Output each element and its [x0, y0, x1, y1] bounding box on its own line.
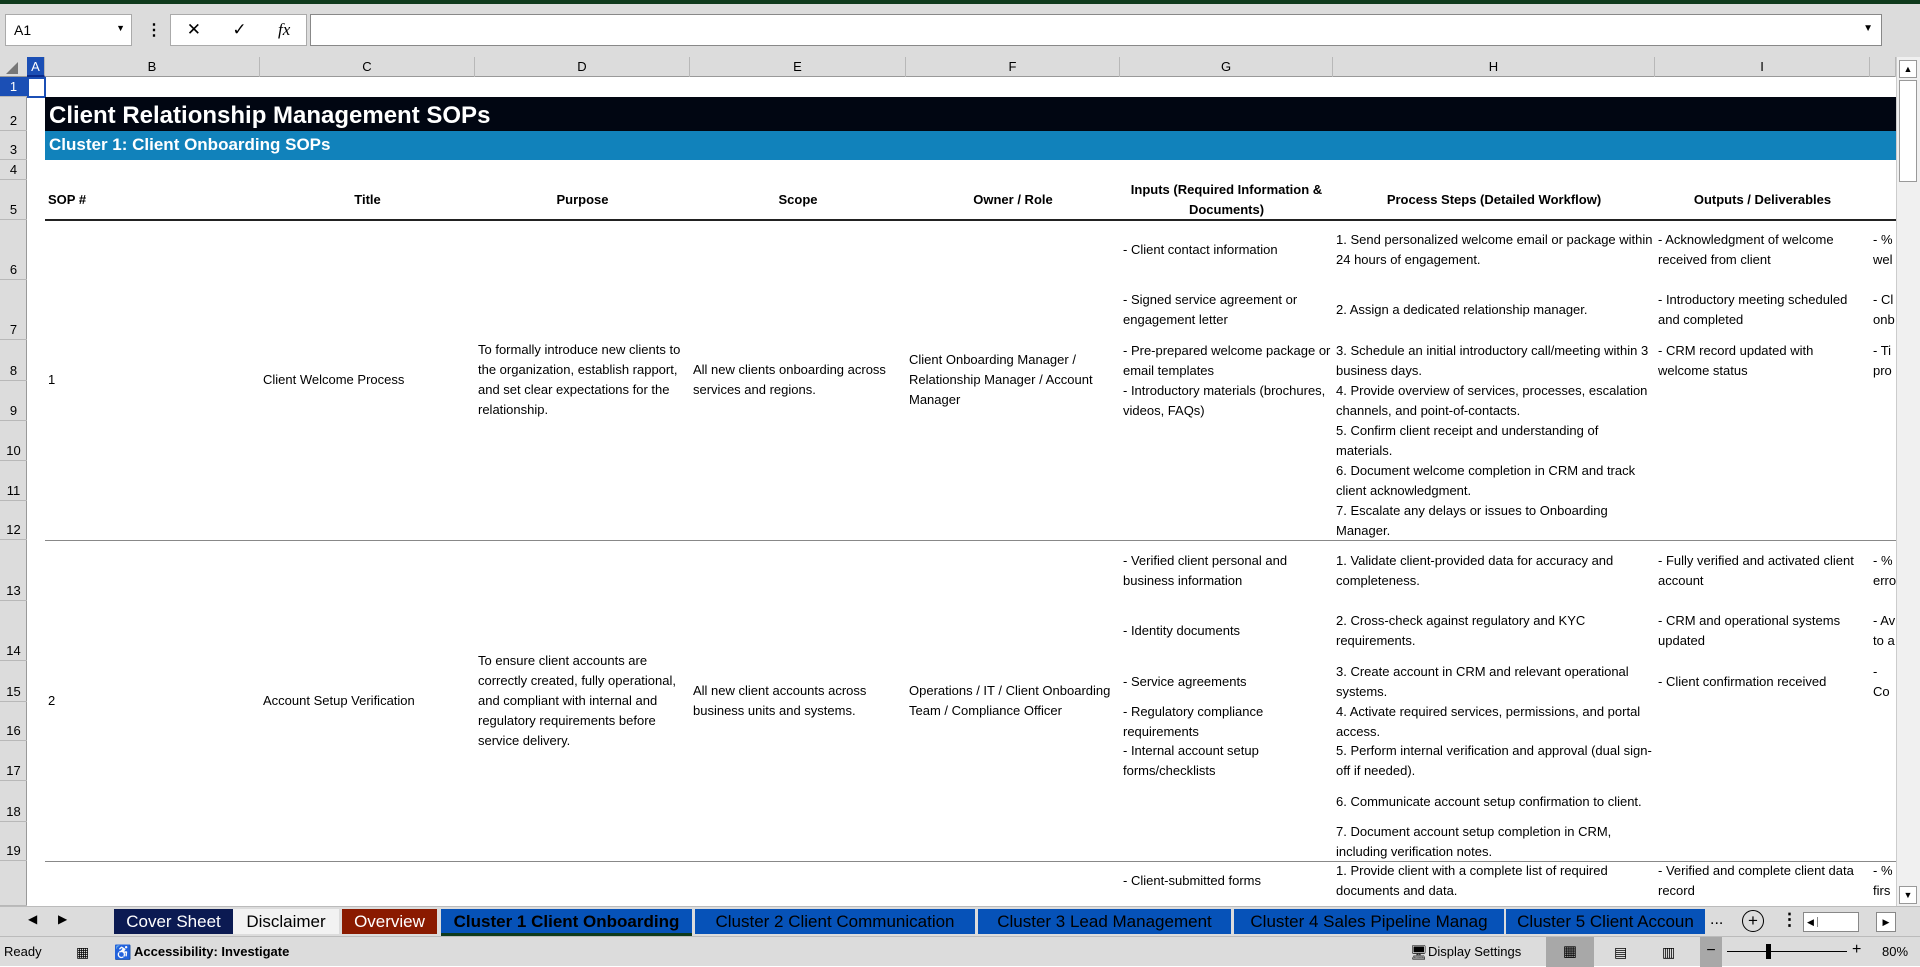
row-header[interactable]: 15: [0, 661, 27, 702]
process-step: 1. Validate client-provided data for accuracy and completeness.: [1336, 552, 1614, 588]
metric-item-truncated: - % firs: [1873, 863, 1893, 898]
process-step: 3. Create account in CRM and relevant operational systems.: [1336, 663, 1629, 699]
input-item: - Signed service agreement or engagement letter: [1123, 292, 1298, 327]
sheet-tab[interactable]: Overview: [342, 909, 437, 934]
header-purpose: Purpose: [556, 192, 609, 207]
active-cell[interactable]: [27, 77, 46, 98]
input-item: - Identity documents: [1123, 623, 1241, 638]
zoom-in-button[interactable]: +: [1852, 941, 1862, 958]
output-item: - Introductory meeting scheduled and completed: [1658, 292, 1848, 327]
row-header[interactable]: 18: [0, 781, 27, 822]
header-title: Title: [354, 192, 381, 207]
output-item: - Fully verified and activated client account: [1658, 552, 1854, 588]
row-header[interactable]: [0, 861, 27, 906]
normal-view-icon[interactable]: ▦: [1546, 937, 1594, 967]
column-header[interactable]: D: [475, 57, 690, 77]
row-header[interactable]: 11: [0, 461, 27, 501]
input-item: - Service agreements: [1123, 673, 1247, 689]
formula-input[interactable]: [310, 14, 1882, 46]
chevron-down-icon[interactable]: ▼: [116, 23, 125, 33]
display-settings-button[interactable]: Display Settings: [1428, 944, 1522, 959]
process-step: 6. Document welcome completion in CRM and track client acknowledgment.: [1336, 463, 1636, 498]
sop-purpose: To ensure client accounts are correctly created, fully operational, and compliant with internal and regulatory requirements before service delivery.: [478, 652, 676, 748]
name-box-value: A1: [14, 22, 32, 38]
row-header[interactable]: 7: [0, 280, 27, 340]
input-item: - Introductory materials (brochures, videos, FAQs): [1123, 383, 1326, 418]
sop-scope: All new clients onboarding across services and regions.: [693, 362, 886, 397]
output-item: - Client confirmation received: [1658, 673, 1827, 689]
process-step: 6. Communicate account setup confirmation to client.: [1336, 793, 1642, 809]
sheet-tab[interactable]: Cluster 3 Lead Management: [978, 909, 1231, 934]
column-header[interactable]: E: [690, 57, 906, 77]
row-header[interactable]: 12: [0, 501, 27, 540]
status-ready: Ready: [4, 944, 42, 959]
column-header[interactable]: B: [45, 57, 260, 77]
metric-item-truncated: - Ti pro: [1873, 342, 1892, 378]
row-header[interactable]: 8: [0, 340, 27, 381]
scroll-thumb[interactable]: [1899, 80, 1917, 182]
name-box[interactable]: [5, 14, 132, 46]
metric-item-truncated: - % wel: [1873, 232, 1893, 267]
sop-number: 1: [48, 372, 56, 387]
select-all-button[interactable]: [6, 62, 18, 74]
display-settings-icon: 🖥: [1410, 944, 1428, 960]
sheet-tab[interactable]: Cover Sheet: [114, 909, 233, 934]
formula-buttons: [170, 14, 307, 46]
row-header[interactable]: 19: [0, 822, 27, 861]
input-item: - Client contact information: [1123, 242, 1278, 257]
column-header[interactable]: C: [260, 57, 475, 77]
scroll-left-icon[interactable]: ◀: [1804, 917, 1818, 927]
sheet-title: Client Relationship Management SOPs: [45, 97, 1896, 131]
more-options-icon[interactable]: ⋮: [146, 22, 162, 39]
header-owner: Owner / Role: [973, 192, 1053, 207]
input-item: - Regulatory compliance requirements: [1123, 703, 1264, 739]
process-step: 1. Send personalized welcome email or package within 24 hours of engagement.: [1336, 232, 1653, 267]
input-item: - Client-submitted forms: [1123, 873, 1261, 888]
scroll-down-icon[interactable]: ▼: [1899, 886, 1917, 904]
output-item: - CRM and operational systems updated: [1658, 613, 1841, 648]
row-header[interactable]: 9: [0, 381, 27, 421]
header-scope: Scope: [778, 192, 818, 207]
row-header[interactable]: 6: [0, 220, 27, 280]
sheet-tab[interactable]: Cluster 5 Client Accoun: [1506, 909, 1705, 934]
metric-item-truncated: - % erro: [1873, 552, 1896, 588]
status-bar: [0, 936, 1920, 966]
row-headers: [0, 77, 27, 906]
add-sheet-icon[interactable]: +: [1742, 910, 1764, 932]
header-inputs: Inputs (Required Information & Documents): [1130, 182, 1323, 217]
process-step: 1. Provide client with a complete list of required documents and data.: [1336, 863, 1608, 898]
scroll-right-icon[interactable]: ▶: [1876, 912, 1896, 932]
column-header[interactable]: F: [906, 57, 1120, 77]
zoom-slider[interactable]: [1727, 951, 1847, 952]
sheet-grid[interactable]: [27, 77, 1896, 906]
cluster-subtitle: Cluster 1: Client Onboarding SOPs: [45, 131, 1896, 160]
next-sheet-icon[interactable]: ▶: [58, 912, 68, 926]
header-steps: Process Steps (Detailed Workflow): [1386, 192, 1602, 207]
vertical-scrollbar[interactable]: [1896, 57, 1920, 906]
row-header[interactable]: 3: [0, 131, 27, 160]
column-header[interactable]: H: [1333, 57, 1655, 77]
sop-purpose: To formally introduce new clients to the organization, establish rapport, and set clear expectations for the relationship.: [478, 342, 681, 417]
column-header[interactable]: [1870, 57, 1896, 77]
row-header[interactable]: 10: [0, 421, 27, 461]
column-header[interactable]: G: [1120, 57, 1333, 77]
column-headers: [0, 57, 1896, 77]
sheet-tab[interactable]: Cluster 1 Client Onboarding: [441, 909, 692, 936]
sheet-tab-bar: [0, 906, 1920, 936]
page-layout-icon[interactable]: ▤: [1614, 944, 1628, 960]
page-break-icon[interactable]: ▥: [1662, 944, 1676, 960]
process-step: 7. Escalate any delays or issues to Onboarding Manager.: [1336, 502, 1608, 538]
more-options-icon[interactable]: ⋮: [1781, 910, 1798, 929]
process-step: 4. Provide overview of services, processes, escalation channels, and point-of-contacts.: [1336, 383, 1648, 418]
sop-number: 2: [48, 692, 56, 708]
row-header[interactable]: 17: [0, 741, 27, 781]
metric-item-truncated: - Co: [1873, 663, 1890, 699]
input-item: - Verified client personal and business information: [1123, 552, 1288, 588]
sheet-tab[interactable]: Cluster 4 Sales Pipeline Manag: [1234, 909, 1504, 934]
macro-record-icon[interactable]: ▦: [76, 944, 90, 960]
process-step: 4. Activate required services, permissions, and portal access.: [1336, 703, 1641, 739]
scroll-up-icon[interactable]: ▲: [1899, 60, 1917, 78]
zoom-level[interactable]: 80%: [1882, 944, 1909, 959]
header-sop: SOP #: [48, 192, 87, 207]
process-step: 5. Confirm client receipt and understanding of materials.: [1336, 423, 1599, 458]
process-step: 2. Assign a dedicated relationship manager.: [1336, 302, 1588, 317]
header-outputs: Outputs / Deliverables: [1693, 192, 1832, 207]
row-header[interactable]: 1: [0, 77, 27, 97]
input-item: - Pre-prepared welcome package or email templates: [1123, 342, 1331, 378]
chevron-down-icon[interactable]: ▼: [1863, 23, 1873, 34]
row-header[interactable]: 5: [0, 180, 27, 220]
prev-sheet-icon[interactable]: ◀: [28, 912, 38, 926]
row-header[interactable]: 16: [0, 702, 27, 741]
sheet-tab[interactable]: Disclaimer: [233, 909, 339, 934]
process-step: 2. Cross-check against regulatory and KYC requirements.: [1336, 613, 1586, 648]
sop-scope: All new client accounts across business units and systems.: [693, 682, 867, 718]
function-icon[interactable]: fx: [278, 20, 291, 39]
sop-owner: Operations / IT / Client Onboarding Team / Compliance Officer: [909, 682, 1111, 718]
row-header[interactable]: 4: [0, 160, 27, 180]
accessibility-icon: ♿: [114, 944, 132, 960]
input-item: - Internal account setup forms/checklists: [1123, 743, 1259, 778]
zoom-out-button[interactable]: −: [1700, 937, 1722, 967]
process-step: 3. Schedule an initial introductory call/meeting within 3 business days.: [1336, 342, 1649, 378]
output-item: - CRM record updated with welcome status: [1658, 342, 1814, 378]
output-item: - Verified and complete client data record: [1658, 863, 1854, 898]
column-header[interactable]: I: [1655, 57, 1870, 77]
horizontal-scrollbar[interactable]: [1803, 912, 1859, 932]
row-header[interactable]: 2: [0, 97, 27, 131]
sop-title: Client Welcome Process: [263, 372, 405, 387]
zoom-slider-thumb[interactable]: [1766, 944, 1771, 959]
metric-item-truncated: - Av to a: [1873, 613, 1896, 648]
accessibility-status[interactable]: Accessibility: Investigate: [134, 944, 290, 959]
metric-item-truncated: - Cl onb: [1873, 292, 1895, 327]
output-item: - Acknowledgment of welcome received from client: [1658, 232, 1834, 267]
row-header[interactable]: 13: [0, 540, 27, 601]
row-header[interactable]: 14: [0, 601, 27, 661]
column-header[interactable]: A: [27, 57, 45, 77]
process-step: 5. Perform internal verification and approval (dual sign-off if needed).: [1336, 743, 1652, 778]
process-step: 7. Document account setup completion in CRM, including verification notes.: [1336, 823, 1612, 859]
sop-owner: Client Onboarding Manager / Relationship Manager / Account Manager: [909, 352, 1093, 407]
check-icon[interactable]: ✓: [232, 20, 247, 39]
sop-title: Account Setup Verification: [263, 692, 415, 708]
more-tabs[interactable]: ...: [1710, 911, 1724, 928]
cancel-icon[interactable]: ✕: [186, 20, 201, 39]
sheet-tab[interactable]: Cluster 2 Client Communication: [695, 909, 975, 934]
